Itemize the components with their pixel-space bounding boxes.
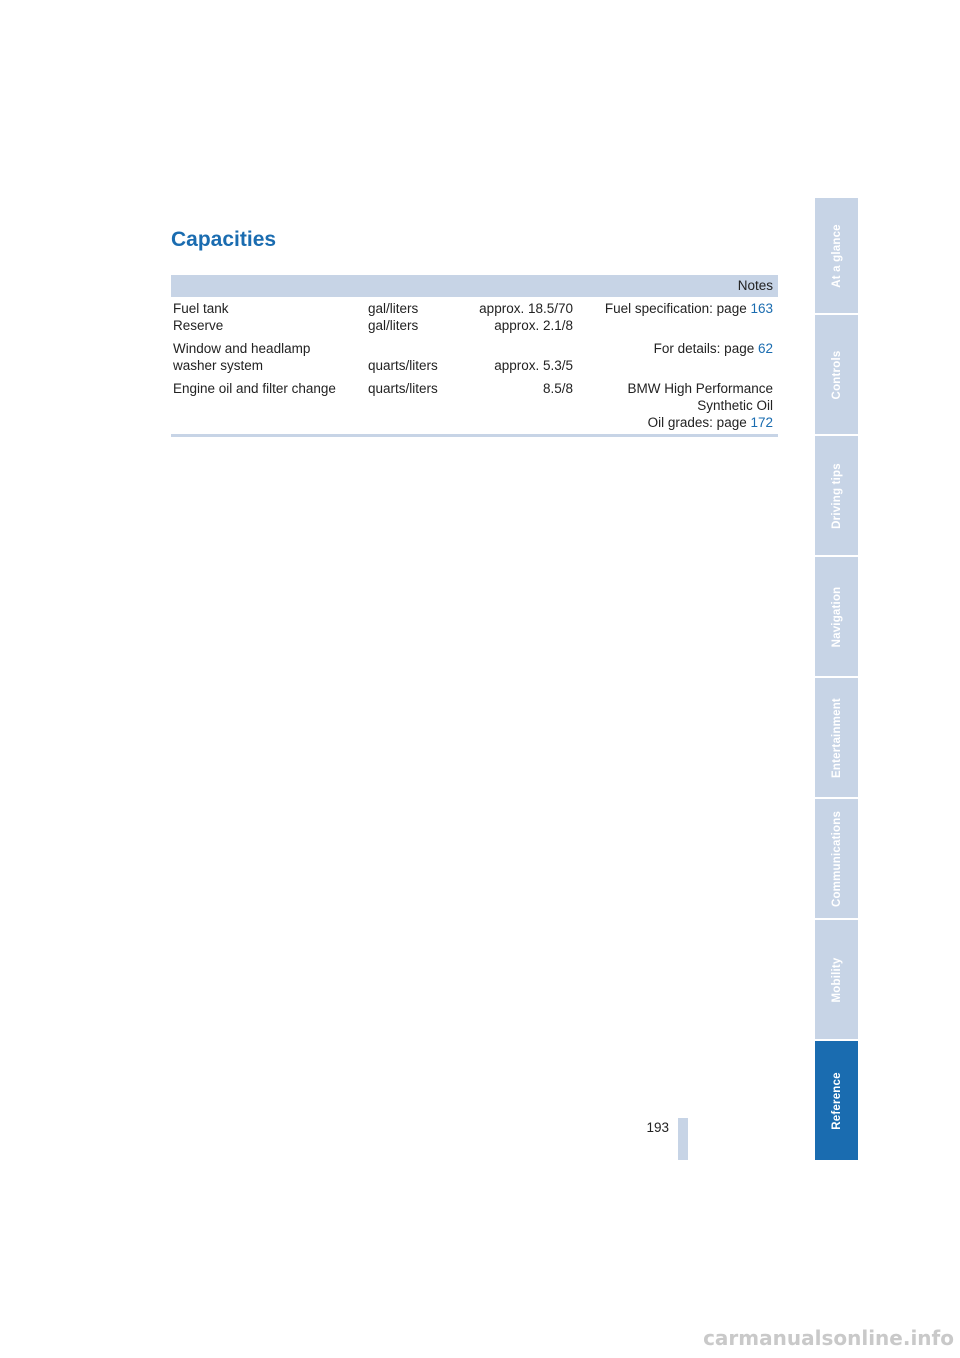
- unit-cell: [368, 340, 438, 374]
- value-text: 8.5/8: [542, 381, 573, 396]
- tab-communications[interactable]: [815, 799, 858, 918]
- watermark: carmanualsonline.info: [703, 1326, 954, 1350]
- value-cell: [479, 300, 573, 334]
- item-text: Window and headlamp: [173, 341, 311, 356]
- tab-label: At a glance: [830, 223, 843, 288]
- tab-label: Communications: [830, 810, 843, 907]
- value-text: approx. 18.5/70: [479, 301, 573, 316]
- tab-reference[interactable]: [815, 1041, 858, 1160]
- item-cell: [173, 380, 336, 397]
- value-cell: [543, 380, 573, 397]
- tab-label: Controls: [830, 350, 843, 399]
- tab-navigation[interactable]: [815, 557, 858, 676]
- tab-entertainment[interactable]: [815, 678, 858, 797]
- tab-label: Driving tips: [830, 462, 843, 529]
- note-cell: [605, 300, 773, 317]
- tab-label: Navigation: [830, 586, 843, 647]
- notes-column-header: Notes: [737, 278, 773, 293]
- page-link[interactable]: 163: [750, 301, 773, 316]
- unit-cell: [368, 300, 418, 334]
- note-cell: [654, 340, 773, 357]
- page-number-bar: [678, 1118, 688, 1160]
- table-row: [171, 340, 778, 380]
- table-bottom-rule: [171, 434, 778, 437]
- tab-at-a-glance[interactable]: [815, 198, 858, 313]
- tab-label: Mobility: [830, 956, 843, 1003]
- value-cell: [494, 340, 573, 374]
- tab-driving-tips[interactable]: [815, 436, 858, 555]
- unit-text: quarts/liters: [368, 358, 438, 373]
- unit-cell: [368, 380, 438, 397]
- note-text: Fuel specification: page: [604, 301, 751, 316]
- item-text: Fuel tank: [173, 301, 229, 316]
- unit-text: gal/liters: [368, 301, 419, 316]
- item-text: washer system: [173, 358, 264, 373]
- item-cell: [173, 340, 310, 374]
- note-cell: [627, 380, 773, 431]
- item-text: Engine oil and filter change: [173, 381, 336, 396]
- value-text: [494, 340, 573, 357]
- tab-label: Reference: [830, 1071, 843, 1130]
- unit-text: [368, 340, 438, 357]
- page-link[interactable]: 172: [750, 415, 773, 430]
- note-text: For details: page: [653, 341, 758, 356]
- tab-controls[interactable]: [815, 315, 858, 434]
- chapter-sidebar: [815, 198, 858, 1162]
- note-text: BMW High Performance: [627, 381, 773, 396]
- capacities-table: [171, 275, 778, 436]
- item-text: Reserve: [173, 318, 224, 333]
- value-text: approx. 5.3/5: [494, 358, 573, 373]
- table-row: [171, 380, 778, 436]
- tab-label: Entertainment: [830, 697, 843, 778]
- page-number: 193: [646, 1120, 669, 1135]
- table-header: [171, 275, 778, 297]
- note-text: Synthetic Oil: [697, 398, 773, 413]
- unit-text: quarts/liters: [368, 381, 438, 396]
- tab-mobility[interactable]: [815, 920, 858, 1039]
- page-title: Capacities: [171, 228, 277, 251]
- item-cell: [173, 300, 229, 334]
- note-text: Oil grades: page: [647, 415, 751, 430]
- unit-text: gal/liters: [368, 318, 419, 333]
- page-link[interactable]: 62: [757, 341, 773, 356]
- value-text: approx. 2.1/8: [494, 318, 573, 333]
- table-row: [171, 300, 778, 340]
